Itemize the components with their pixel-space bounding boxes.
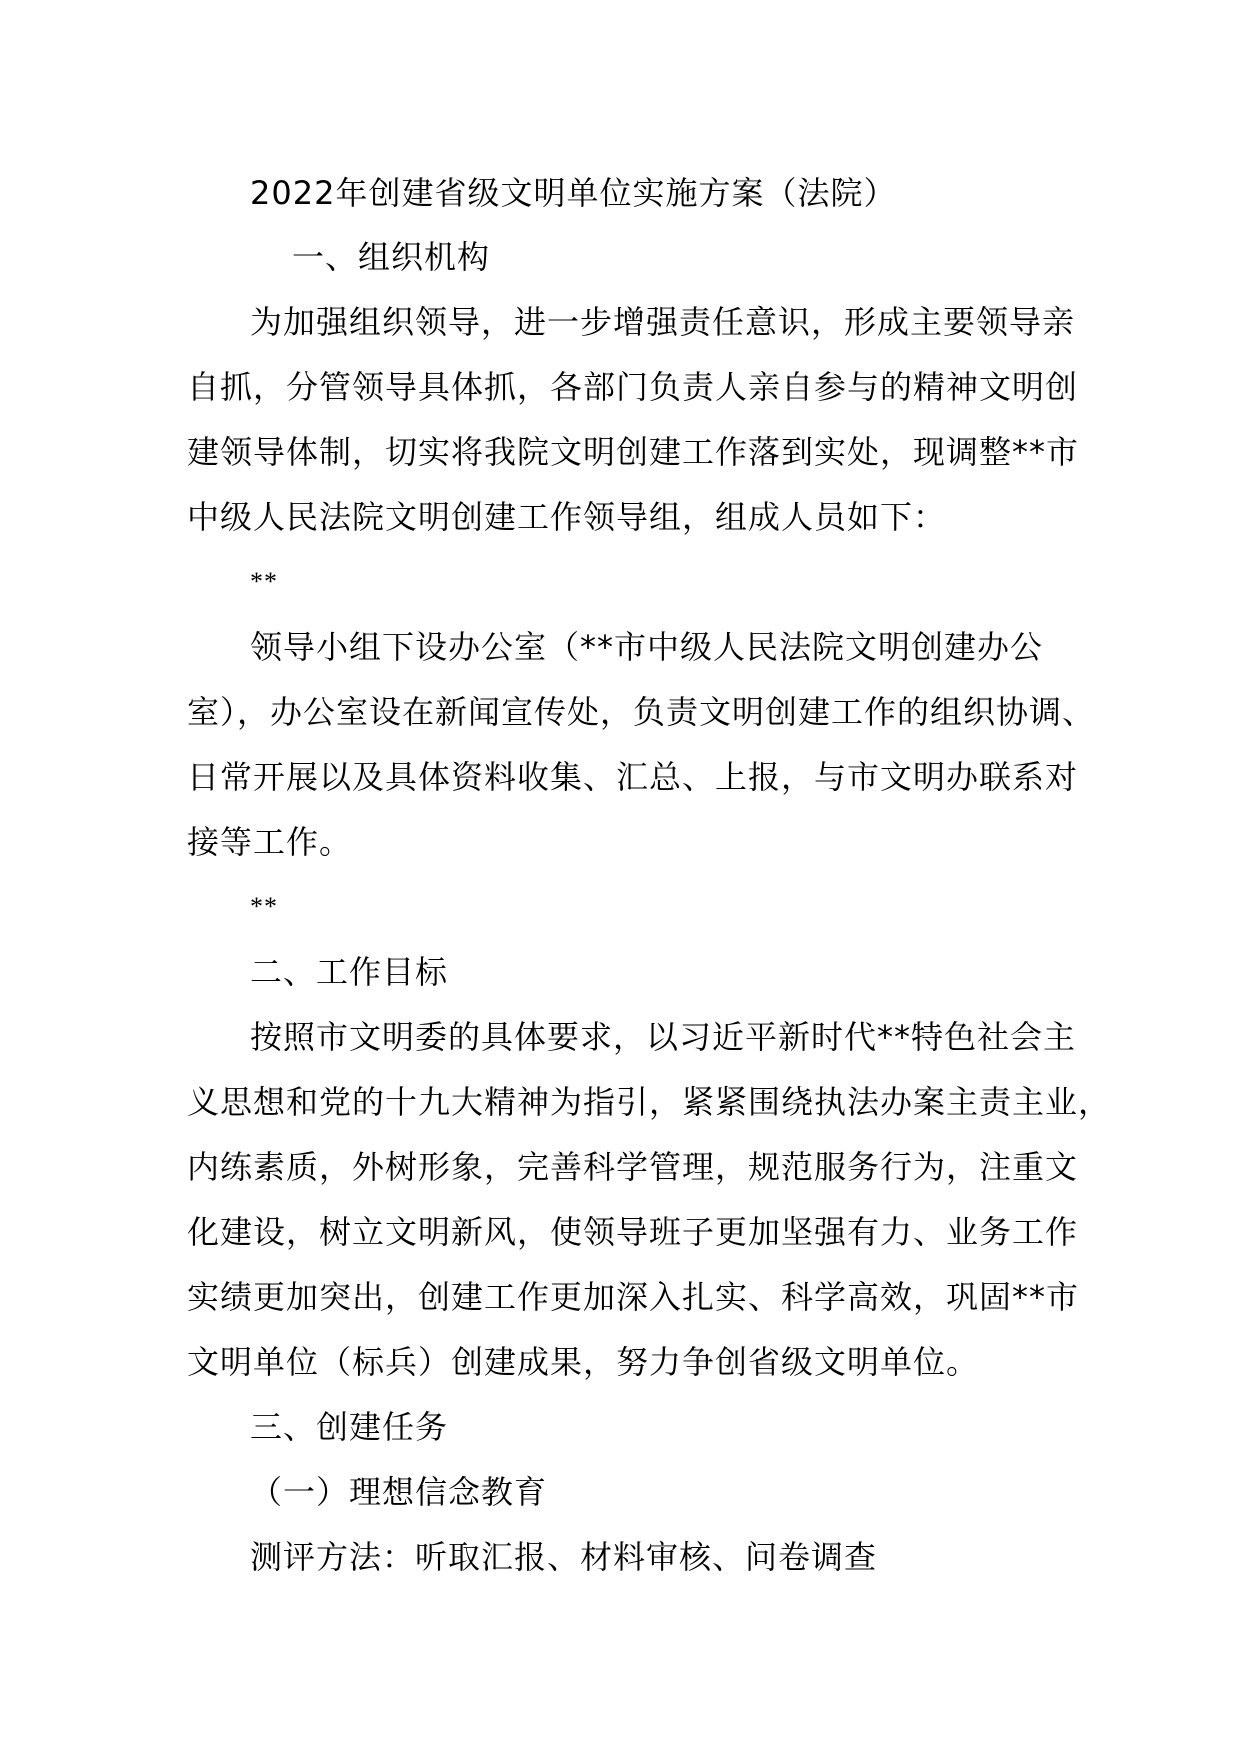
paragraph-line: 日常开展以及具体资料收集、汇总、上报，与市文明办联系对 xyxy=(187,758,1079,796)
paragraph-line: 建领导体制，切实将我院文明创建工作落到实处，现调整**市 xyxy=(187,433,1080,471)
paragraph-line: 中级人民法院文明创建工作领导组，组成人员如下： xyxy=(187,498,947,536)
document-title: 2022年创建省级文明单位实施方案（法院） xyxy=(250,174,897,212)
sub-heading-ideals-education: （一）理想信念教育 xyxy=(250,1473,548,1511)
paragraph-line: 化建设，树立文明新风，使领导班子更加坚强有力、业务工作 xyxy=(187,1213,1079,1251)
section-heading-goals: 二、工作目标 xyxy=(250,953,449,991)
evaluation-method-line: 测评方法：听取汇报、材料审核、问卷调查 xyxy=(250,1538,878,1576)
paragraph-line: 接等工作。 xyxy=(187,823,353,861)
paragraph-line: 为加强组织领导，进一步增强责任意识，形成主要领导亲 xyxy=(250,303,1076,341)
paragraph-line: 实绩更加突出，创建工作更加深入扎实、科学高效，巩固**市 xyxy=(187,1278,1080,1316)
paragraph-line: 领导小组下设办公室（**市中级人民法院文明创建办公 xyxy=(250,628,1044,666)
paragraph-line: 自抓，分管领导具体抓，各部门负责人亲自参与的精神文明创 xyxy=(187,368,1079,406)
section-heading-tasks: 三、创建任务 xyxy=(250,1408,449,1446)
paragraph-line: 义思想和党的十九大精神为指引，紧紧围绕执法办案主责主业， xyxy=(187,1083,1112,1121)
paragraph-line: 文明单位（标兵）创建成果，努力争创省级文明单位。 xyxy=(187,1343,980,1381)
paragraph-line: 内练素质，外树形象，完善科学管理，规范服务行为，注重文 xyxy=(187,1148,1079,1186)
placeholder-stars: ** xyxy=(250,567,278,596)
section-heading-organization: 一、组织机构 xyxy=(292,238,491,276)
placeholder-stars: ** xyxy=(250,892,278,921)
paragraph-line: 按照市文明委的具体要求，以习近平新时代**特色社会主 xyxy=(250,1018,1077,1056)
paragraph-line: 室），办公室设在新闻宣传处，负责文明创建工作的组织协调、 xyxy=(187,693,1096,731)
